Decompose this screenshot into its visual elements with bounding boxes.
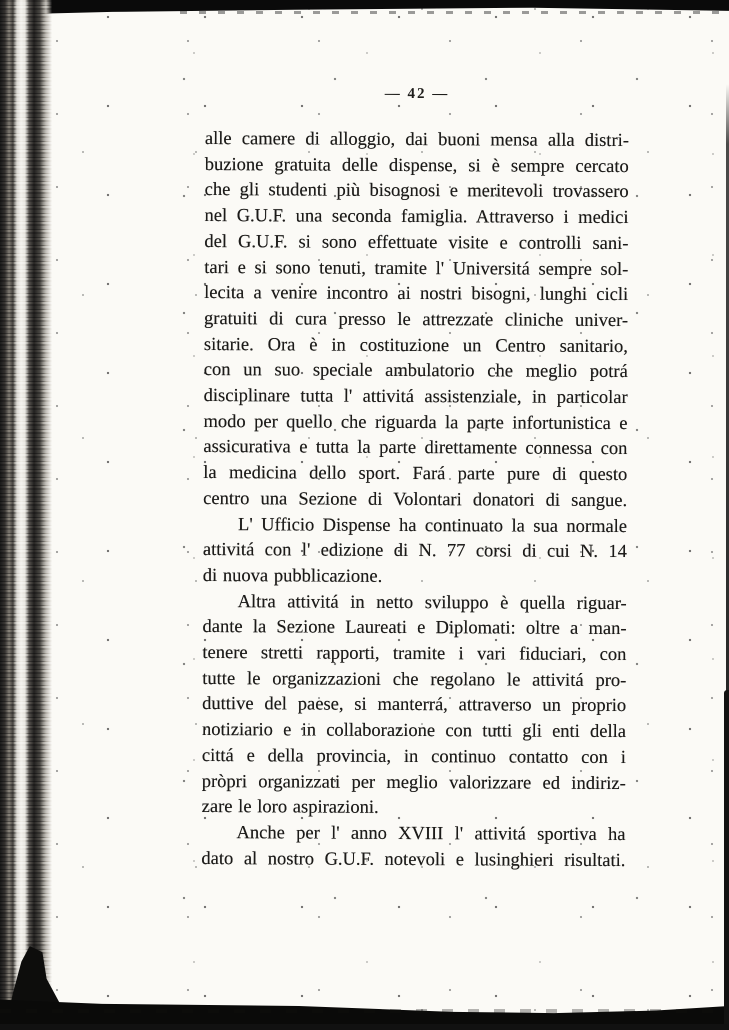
- text-line: duttive del paese, si manterrá, attraverso un proprio: [202, 694, 627, 717]
- text-line: notiziario e in collaborazione con tutti gli enti della: [202, 720, 627, 743]
- text-line: dante la Sezione Laureati e Diplomati: oltre a man-: [202, 617, 627, 640]
- text-line: Altra attivitá in netto sviluppo è quella riguar-: [237, 591, 627, 614]
- text-line: gratuiti di cura presso le attrezzate cliniche univer-: [204, 308, 629, 331]
- text-line: la medicina dello sport. Fará parte pure di questo: [203, 463, 628, 486]
- text-line: Anche per l' anno XVIII l' attivitá sportiva ha: [236, 823, 626, 846]
- text-line: centro una Sezione di Volontari donatori di sangue.: [203, 488, 628, 511]
- page-number: — 42 —: [384, 85, 450, 103]
- text-line: L' Ufficio Dispense ha continuato la sua normale: [238, 514, 628, 537]
- scan-right-edge-lower: [724, 690, 729, 1024]
- text-line: disciplinare tutta l' attivitá assistenziale, in particolar: [203, 386, 628, 409]
- text-line: modo per quello che riguarda la parte infortunistica e: [203, 411, 628, 434]
- text-line: buzione gratuita delle dispense, si è sempre cercato: [204, 154, 629, 177]
- text-line: alle camere di alloggio, dai buoni mensa alla distri-: [204, 128, 629, 152]
- text-line: sitarie. Ora è in costituzione un Centro sanitario,: [203, 334, 628, 357]
- scan-top-edge-ragged: [180, 11, 729, 14]
- text-line: attivitá con l' edizione di N. 77 corsi di cui N. 14: [202, 540, 627, 563]
- text-line: di nuova pubblicazione.: [202, 565, 383, 587]
- text-line: nel G.U.F. una seconda famiglia. Attraverso i medici: [204, 206, 629, 229]
- text-line: che gli studenti più bisognosi e meritevoli trovassero: [204, 180, 629, 203]
- text-line: dato al nostro G.U.F. notevoli e lusinghieri risultati.: [201, 848, 626, 871]
- text-line: lecita a venire incontro ai nostri bisogni, lunghi cicli: [204, 283, 629, 306]
- text-line: cittá e della provincia, in continuo contatto con i: [201, 745, 626, 768]
- text-line: assicurativa e tutta la parte direttamente connessa con: [203, 437, 628, 460]
- text-line: tutte le organizzazioni che regolano le attivitá pro-: [202, 668, 627, 691]
- text-line: tenere stretti rapporti, tramite i vari fiduciari, con: [202, 643, 627, 666]
- text-line: pròpri organizzati per meglio valorizzare ed indiriz-: [201, 771, 626, 794]
- scan-bottom-edge: [0, 982, 729, 1024]
- text-line: zare le loro aspirazioni.: [201, 797, 379, 819]
- scan-bottom-edge-ragged: [0, 1009, 729, 1013]
- text-line: con un suo speciale ambulatorio che meglio potrá: [203, 360, 628, 383]
- text-line: del G.U.F. si sono effettuate visite e controlli sani-: [204, 231, 629, 254]
- text-line: tari e si sono tenuti, tramite l' Universitá sempre sol-: [204, 257, 629, 280]
- page-text: [201, 127, 629, 874]
